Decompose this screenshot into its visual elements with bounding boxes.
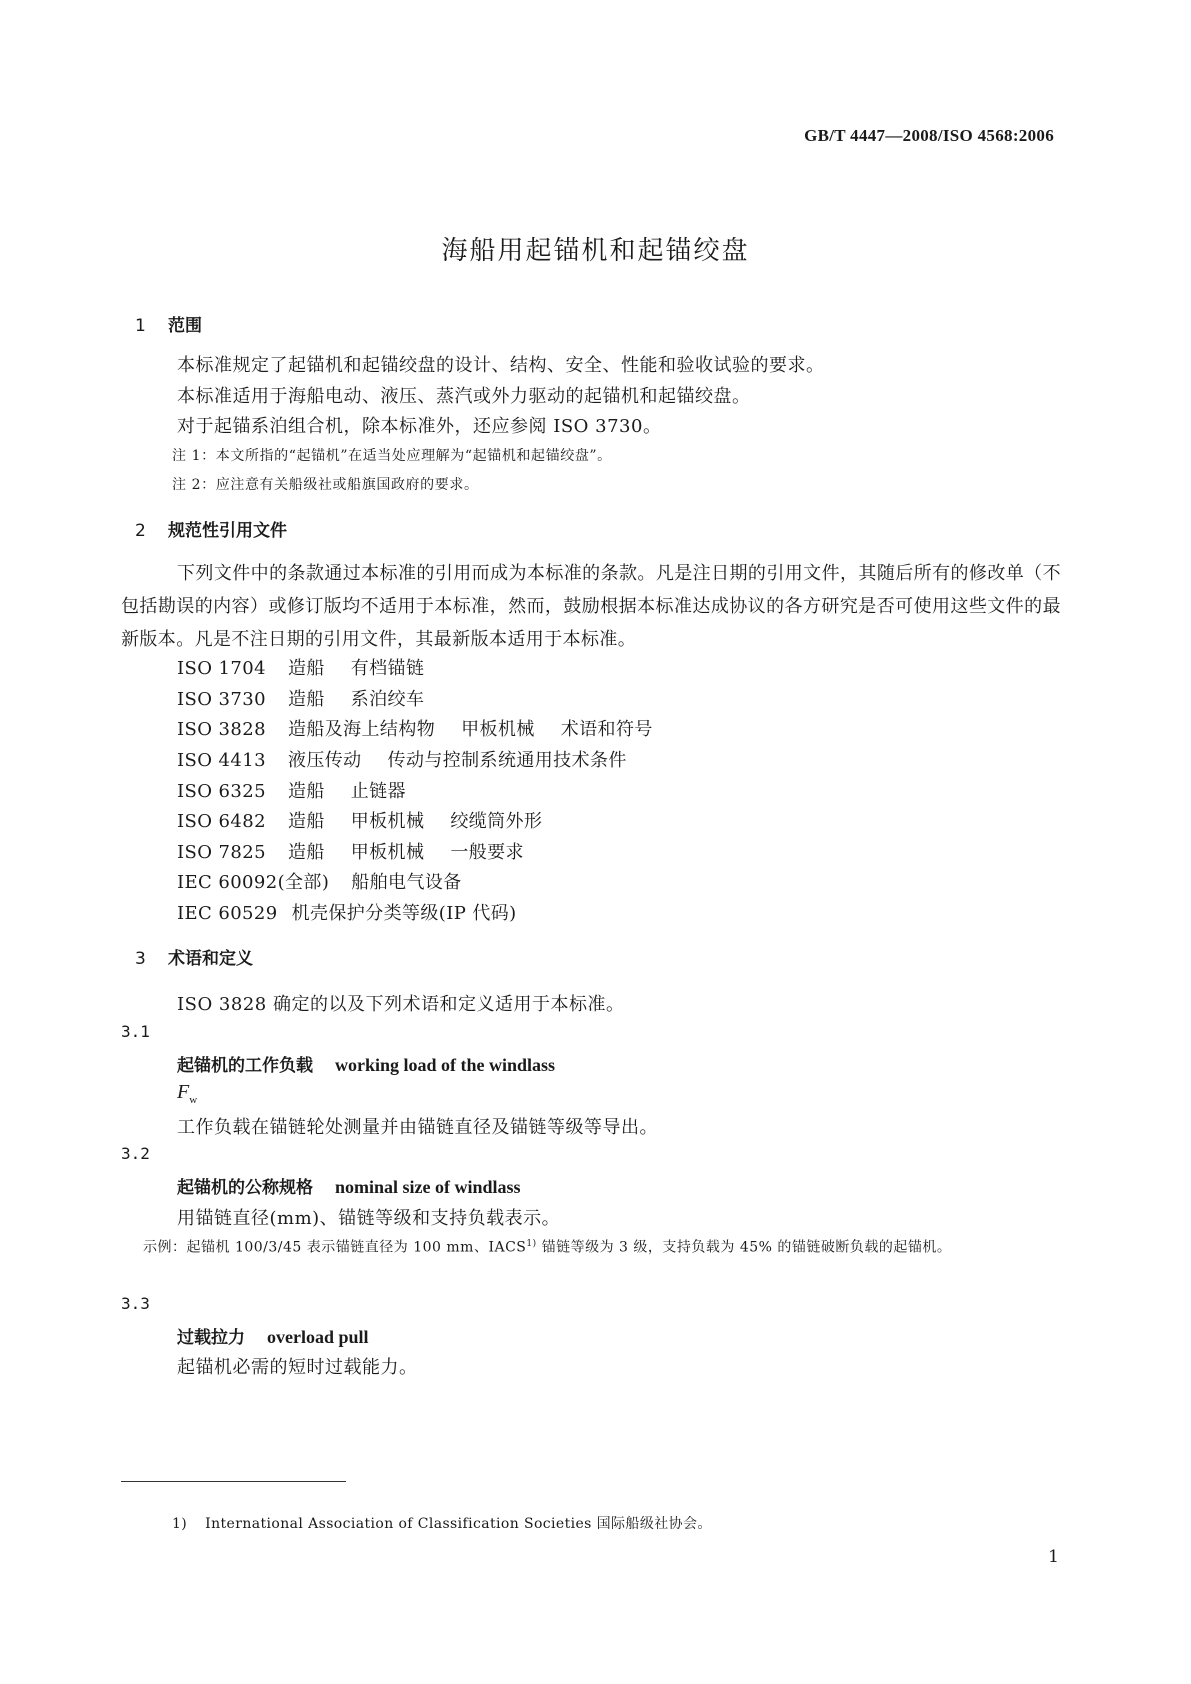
page-title: 海船用起锚机和起锚绞盘 xyxy=(441,236,750,266)
reference-code: ISO 3828 xyxy=(177,719,266,740)
reference-title: 有档锚链 xyxy=(350,658,425,679)
symbol xyxy=(177,1081,197,1106)
reference-code: IEC 60529 xyxy=(177,903,278,924)
section-number: 3 xyxy=(135,949,146,969)
reference-item xyxy=(177,746,627,772)
section-2-heading xyxy=(135,516,287,541)
term-english: working load of the windlass xyxy=(335,1055,556,1075)
term-entry xyxy=(177,1051,555,1076)
section-3-heading xyxy=(135,944,253,969)
term-entry xyxy=(177,1173,521,1198)
definition: 工作负载在锚链轮处测量并由锚链直径及锚链等级等导出。 xyxy=(177,1117,658,1138)
intro-paragraph: 下列文件中的条款通过本标准的引用而成为本标准的条款。凡是注日期的引用文件，其随后所有的修改单（不包括勘误的内容）或修订版均不适用于本标准，然而，鼓励根据本标准达成协议的各方研究是否可使用这些文件的最新版本。凡是不注日期的引用文件，其最新版本适用于本标准。 xyxy=(121,563,1061,650)
reference-title: 船舶电气设备 xyxy=(351,872,462,893)
reference-title: 造船 xyxy=(287,842,325,863)
reference-code: ISO 1704 xyxy=(177,658,266,679)
clause-number: 3.1 xyxy=(121,1022,150,1041)
reference-item xyxy=(177,685,424,711)
reference-item xyxy=(177,868,462,894)
reference-title: 一般要求 xyxy=(450,842,524,863)
term-chinese: 起锚机的公称规格 xyxy=(177,1178,313,1198)
paragraph: 本标准规定了起锚机和起锚绞盘的设计、结构、安全、性能和验收试验的要求。 xyxy=(177,355,825,376)
term-english: nominal size of windlass xyxy=(335,1177,521,1197)
example-text: 锚链等级为 3 级，支持负载为 45% 的锚链破断负载的起锚机。 xyxy=(536,1239,952,1256)
paragraph: 本标准适用于海船电动、液压、蒸汽或外力驱动的起锚机和起锚绞盘。 xyxy=(177,386,751,407)
reference-title: 机壳保护分类等级(IP 代码) xyxy=(291,903,517,924)
reference-code: ISO 4413 xyxy=(177,750,266,771)
reference-code: ISO 6325 xyxy=(177,781,266,802)
definition: 起锚机必需的短时过载能力。 xyxy=(177,1357,418,1378)
reference-title: 甲板机械 xyxy=(350,842,425,863)
reference-item xyxy=(177,899,517,925)
paragraph: 对于起锚系泊组合机，除本标准外，还应参阅 ISO 3730。 xyxy=(177,416,662,437)
reference-title: 甲板机械 xyxy=(461,719,535,740)
definition: 用锚链直径(mm)、锚链等级和支持负载表示。 xyxy=(177,1208,561,1229)
document-code: GB/T 4447—2008/ISO 4568:2006 xyxy=(804,126,1054,145)
note: 注 2：应注意有关船级社或船旗国政府的要求。 xyxy=(172,477,479,493)
reference-title: 造船 xyxy=(287,658,325,679)
reference-code: IEC 60092(全部) xyxy=(177,872,330,893)
reference-title: 绞缆筒外形 xyxy=(450,811,543,832)
example-text: 示例：起锚机 100/3/45 表示锚链直径为 100 mm、IACS xyxy=(143,1239,527,1256)
reference-title: 造船 xyxy=(287,811,325,832)
reference-title: 止链器 xyxy=(350,781,406,802)
footnote-text: International Association of Classification Societies 国际船级社协会。 xyxy=(205,1516,712,1532)
term-entry xyxy=(177,1323,369,1348)
reference-title: 液压传动 xyxy=(287,750,362,771)
page-number: 1 xyxy=(1048,1547,1059,1567)
footnote-mark: 1) xyxy=(172,1516,188,1532)
reference-item xyxy=(177,838,524,864)
reference-title: 甲板机械 xyxy=(350,811,425,832)
reference-item xyxy=(177,807,542,833)
reference-item xyxy=(177,654,424,680)
clause-number: 3.3 xyxy=(121,1294,150,1313)
clause-number: 3.2 xyxy=(121,1144,150,1163)
section-1-heading xyxy=(135,311,202,336)
section-title: 规范性引用文件 xyxy=(168,521,287,541)
footnote xyxy=(172,1513,712,1533)
symbol-subscript: w xyxy=(189,1094,198,1106)
section-number: 2 xyxy=(135,521,146,541)
intro-paragraph: ISO 3828 确定的以及下列术语和定义适用于本标准。 xyxy=(177,994,625,1015)
symbol-letter: F xyxy=(177,1081,190,1103)
reference-item xyxy=(177,777,406,803)
section-number: 1 xyxy=(135,316,146,336)
reference-code: ISO 3730 xyxy=(177,689,266,710)
example xyxy=(121,1229,1061,1264)
reference-item xyxy=(177,715,653,741)
reference-code: ISO 6482 xyxy=(177,811,266,832)
reference-code: ISO 7825 xyxy=(177,842,266,863)
note: 注 1：本文所指的“起锚机”在适当处应理解为“起锚机和起锚绞盘”。 xyxy=(172,448,612,464)
footnote-ref: 1) xyxy=(526,1239,537,1249)
reference-title: 造船 xyxy=(287,689,325,710)
section-title: 术语和定义 xyxy=(168,949,253,969)
reference-title: 系泊绞车 xyxy=(350,689,425,710)
term-chinese: 过载拉力 xyxy=(177,1328,245,1348)
reference-title: 传动与控制系统通用技术条件 xyxy=(387,750,627,771)
reference-title: 术语和符号 xyxy=(560,719,653,740)
reference-title: 造船 xyxy=(287,781,325,802)
section-title: 范围 xyxy=(168,316,202,336)
footnote-divider xyxy=(121,1481,346,1482)
term-english: overload pull xyxy=(267,1327,369,1347)
term-chinese: 起锚机的工作负载 xyxy=(177,1056,313,1076)
reference-title: 造船及海上结构物 xyxy=(287,719,436,740)
